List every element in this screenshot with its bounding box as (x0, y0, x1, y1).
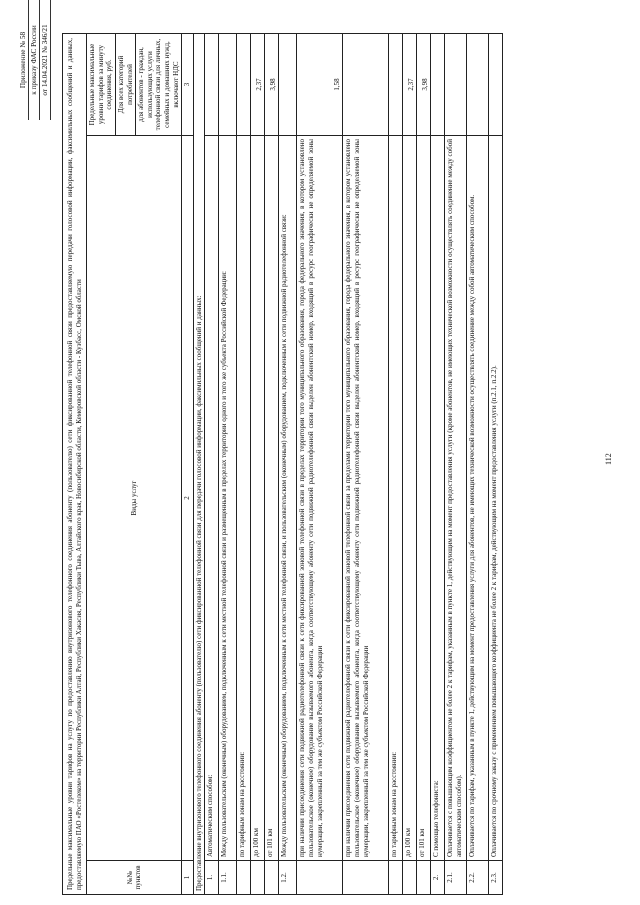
row-service-text: от 101 км (265, 136, 279, 861)
table-row (417, 34, 431, 895)
row-price (389, 34, 403, 136)
row-number: 1.1. (219, 861, 237, 895)
row-number (237, 861, 251, 895)
section-title: Предоставление внутризонового телефонного соединения абоненту (пользователю) сети фиксированной телефонной связи для передачи голосовой информации, факсимильных сообщений и данных: (193, 34, 205, 895)
row-price (489, 34, 503, 136)
row-service-text: от 101 км (417, 136, 431, 861)
table-row (467, 34, 489, 895)
table-row (251, 34, 265, 895)
row-service-text: при наличии присоединения сети подвижной радиотелефонной связи к сети фиксированной зоновой телефонной связи в пределах территории того муниципального образования, города федерального значения, в котором установлено пользовательское (оконечное) оборудование вызываемого абонента, когда соответствующему абоненту сети подвижной радиотелефонной связи выделен абонентский номер, входящий в ресурс географически не определяемой зоны нумерации, закрепленный за тем же субъектом Российской Федерации (297, 136, 343, 861)
row-price: 2,37 (251, 34, 265, 136)
row-service-text: по тарифным зонам на расстоянии: (237, 136, 251, 861)
row-service-text: при наличии присоединения сети подвижной радиотелефонной связи к сети фиксированной зоновой телефонной связи за пределами территории того муниципального образования, города федерального значения, в котором установлено пользовательское (оконечное) оборудование вызываемого абонента, когда соответствующему абоненту сети подвижной радиотелефонной связи выделен абонентский номер, входящий в ресурс географически не определяемой зоны нумерации, закрепленный за тем же субъектом Российской Федерации (343, 136, 389, 861)
table-row (343, 34, 389, 895)
header-price-sub2: для абонентов - граждан, использующих услуги телефонной связи для личных, семейных и домашних нужд, включают НДС (136, 34, 182, 136)
appendix-header (18, 0, 51, 120)
row-service-text: Оплачивается по тарифам, указанным в пункте 1, действующим на момент предоставления услуги для абонентов, не имеющих технической возможности осуществлять соединение между собой автоматическим способом. (467, 136, 489, 861)
table-row (489, 34, 503, 895)
table-row (403, 34, 417, 895)
row-service-text: до 100 км (251, 136, 265, 861)
row-number: 1.2. (279, 861, 297, 895)
row-service-text: С помощью телефониста: (431, 136, 445, 861)
tariff-table (62, 33, 503, 895)
row-number (343, 861, 389, 895)
row-price (445, 34, 467, 136)
table-row (219, 34, 237, 895)
row-price (237, 34, 251, 136)
col-index-3: 3 (182, 34, 194, 136)
page-number: 112 (604, 453, 613, 465)
row-number (297, 861, 343, 895)
row-number: 2.2. (467, 861, 489, 895)
row-service-text: Между пользовательским (оконечным) оборудованием, подключенным к сети местной телефонной связи, и пользовательским (оконечным) оборудованием, подключенным к сети подвижной радиотелефонной связи: (279, 136, 297, 861)
table-row (389, 34, 403, 895)
row-price (467, 34, 489, 136)
row-service-text: до 100 км (403, 136, 417, 861)
row-number: 2. (431, 861, 445, 895)
row-service-text: Оплачивается с повышающим коэффициентом не более 2 к тарифам, указанным в пункте 1, действующим на момент предоставления услуги (кроме абонентов, не имеющих технической возможности осуществлять соединение между собой автоматическим способом). (445, 136, 467, 861)
header-service: Виды услуг (87, 136, 182, 861)
row-price (205, 34, 219, 136)
table-row (279, 34, 297, 895)
row-number: 1. (205, 861, 219, 895)
row-price (279, 34, 297, 136)
row-service-text: по тарифным зонам на расстоянии: (389, 136, 403, 861)
table-row (205, 34, 219, 895)
row-price: 3,98 (265, 34, 279, 136)
document-title: Предельные максимальные уровни тарифов на услугу по предоставлению внутризонового телефонного соединения абоненту (пользователю) сети фиксированной телефонной связи предоставляемую передачи голосовой информации, факсимильных сообщений и данных, предоставляемую ПАО «Ростелеком» на территории Республики Алтай, Республики Хакасия, Республики Тыва, Алтайского края, Новосибирской области, Кемеровской области - Кузбасс, Омской области (63, 34, 87, 895)
row-service-text: Оплачивается по срочному заказу с применением повышающего коэффициента не более 2 к тарифам, действующим на момент предоставления услуги (п.2.1, п.2.2). (489, 136, 503, 861)
header-price-sub1: Для всех категорий потребителей (115, 34, 135, 136)
table-row (237, 34, 251, 895)
appendix-line-1: Приложение № 58 (18, 0, 29, 120)
row-number (389, 861, 403, 895)
row-service-text: Между пользовательским (оконечным) оборудованием, подключенным к сети местной телефонной связи и размещенным в пределах территории одного и того же субъекта Российской Федерации: (219, 136, 237, 861)
table-row (297, 34, 343, 895)
row-price: 2,37 (403, 34, 417, 136)
row-number: 2.1. (445, 861, 467, 895)
table-row (431, 34, 445, 895)
row-number (417, 861, 431, 895)
col-index-1: 1 (182, 861, 194, 895)
row-price (343, 34, 389, 136)
row-price: 3,98 (417, 34, 431, 136)
header-price: Предельные максимальные уровни тарифов за минуту соединения, руб. (87, 34, 116, 136)
table-row (445, 34, 467, 895)
header-num: №№ пунктов (87, 861, 182, 895)
row-number (265, 861, 279, 895)
row-service-text: Автоматическим способом: (205, 136, 219, 861)
row-price (431, 34, 445, 136)
row-price (219, 34, 237, 136)
row-price: 1,58 (297, 34, 343, 136)
col-index-2: 2 (182, 136, 194, 861)
table-row (265, 34, 279, 895)
row-number (251, 861, 265, 895)
appendix-line-3: от 14.04.2021 № 346/21 (40, 0, 51, 120)
appendix-line-2: к приказу ФАС России (29, 0, 40, 120)
row-number: 2.3. (489, 861, 503, 895)
row-number (403, 861, 417, 895)
